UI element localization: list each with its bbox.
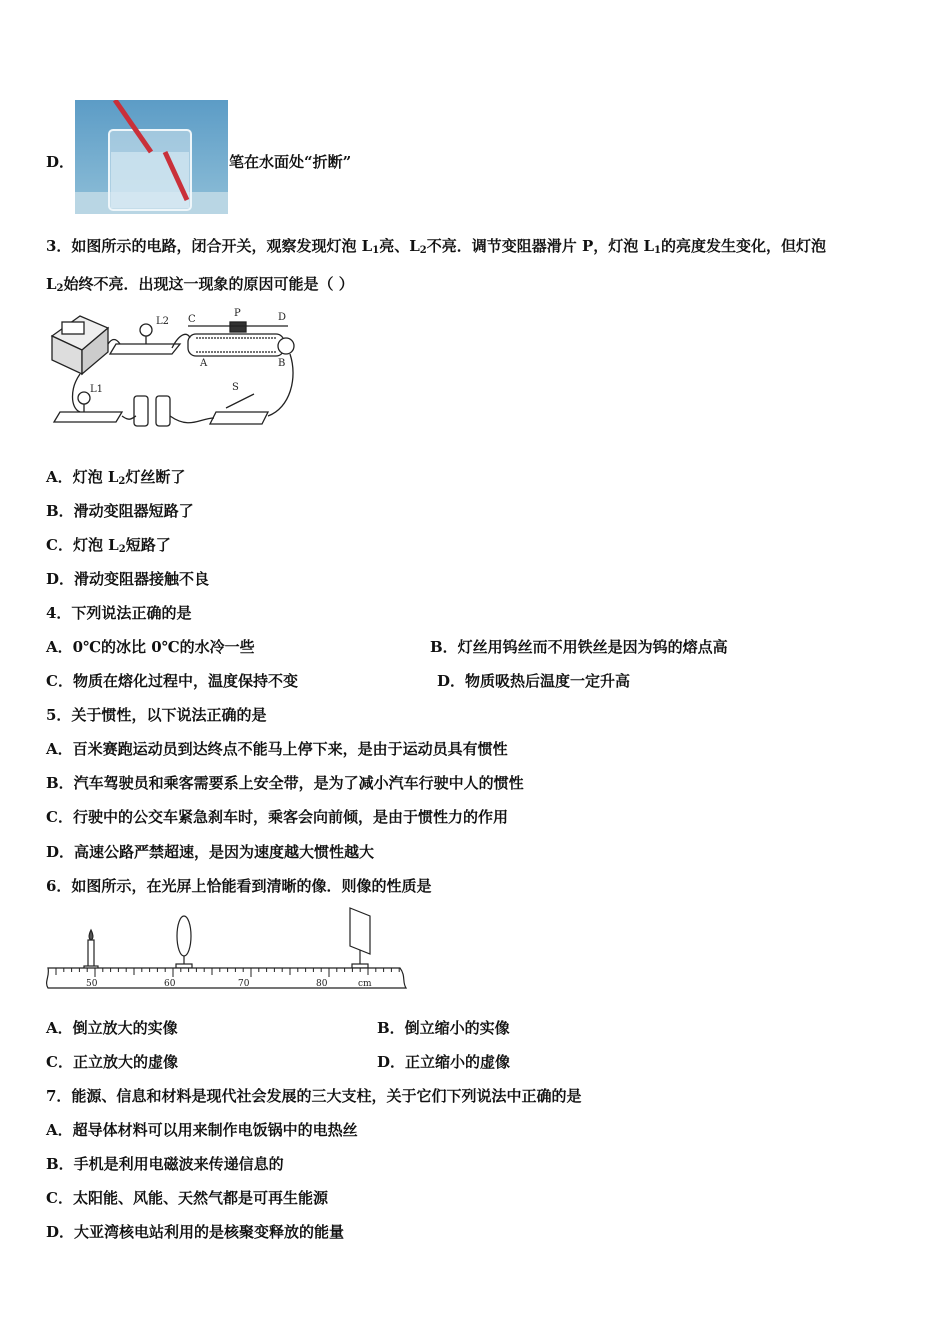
pencil-in-water-photo xyxy=(75,100,228,214)
q3-option-b: B．滑动变阻器短路了 xyxy=(46,502,194,520)
svg-text:L1: L1 xyxy=(90,384,104,395)
q6-stem: 6．如图所示，在光屏上恰能看到清晰的像．则像的性质是 xyxy=(46,877,432,895)
q6-option-a: A．倒立放大的实像 xyxy=(46,1019,178,1037)
rheostat-icon xyxy=(188,308,294,369)
svg-text:C: C xyxy=(188,314,196,325)
candle-icon xyxy=(84,930,98,970)
q3-option-d: D．滑动变阻器接触不良 xyxy=(46,570,210,588)
q7-option-a: A．超导体材料可以用来制作电饭锅中的电热丝 xyxy=(46,1121,358,1139)
ruler-icon xyxy=(47,968,406,989)
q7-option-d: D．大亚湾核电站利用的是核聚变释放的能量 xyxy=(46,1223,345,1241)
q6-option-b: B．倒立缩小的实像 xyxy=(377,1019,510,1037)
q2-option-d-label: D． xyxy=(46,153,75,171)
svg-text:60: 60 xyxy=(164,979,176,989)
svg-text:P: P xyxy=(234,308,241,319)
q4-option-b: B．灯丝用钨丝而不用铁丝是因为钨的熔点高 xyxy=(430,638,728,656)
q4-option-a: A．0℃的冰比 0℃的水冷一些 xyxy=(46,638,255,656)
q5-option-a: A．百米赛跑运动员到达终点不能马上停下来，是由于运动员具有惯性 xyxy=(46,740,508,758)
q6-option-c: C．正立放大的虚像 xyxy=(46,1053,178,1071)
q5-option-b: B．汽车驾驶员和乘客需要系上安全带，是为了减小汽车行驶中人的惯性 xyxy=(46,774,524,792)
bulb-l2-icon xyxy=(110,316,180,354)
svg-text:cm: cm xyxy=(358,979,372,989)
q5-stem: 5．关于惯性，以下说法正确的是 xyxy=(46,706,267,724)
meter-icon xyxy=(52,316,108,374)
svg-text:L2: L2 xyxy=(156,316,170,327)
svg-text:50: 50 xyxy=(86,979,98,989)
q5-option-c: C．行驶中的公交车紧急刹车时，乘客会向前倾，是由于惯性力的作用 xyxy=(46,808,508,826)
svg-text:S: S xyxy=(232,382,239,393)
q6-optical-bench-diagram xyxy=(44,906,410,1000)
q3-option-a: A．灯泡 $L_2$灯丝断了 xyxy=(46,468,186,487)
q3-circuit-diagram xyxy=(40,308,302,434)
q6-option-d: D．正立缩小的虚像 xyxy=(377,1053,511,1071)
q4-option-c: C．物质在熔化过程中，温度保持不变 xyxy=(46,672,298,690)
lens-icon xyxy=(176,916,192,968)
q7-option-b: B．手机是利用电磁波来传递信息的 xyxy=(46,1155,284,1173)
screen-icon xyxy=(350,908,370,968)
q7-option-c: C．太阳能、风能、天然气都是可再生能源 xyxy=(46,1189,328,1207)
bulb-l1-icon xyxy=(54,384,122,422)
q5-option-d: D．高速公路严禁超速，是因为速度越大惯性越大 xyxy=(46,843,375,861)
svg-text:A: A xyxy=(200,358,208,369)
q4-option-d: D．物质吸热后温度一定升高 xyxy=(437,672,631,690)
q4-stem: 4．下列说法正确的是 xyxy=(46,604,192,622)
switch-icon xyxy=(210,382,268,424)
svg-text:B: B xyxy=(278,358,286,369)
svg-text:70: 70 xyxy=(238,979,250,989)
svg-text:D: D xyxy=(278,312,287,323)
svg-text:80: 80 xyxy=(316,979,328,989)
q3-option-c: C．灯泡 $L_2$短路了 xyxy=(46,536,171,555)
q7-stem: 7．能源、信息和材料是现代社会发展的三大支柱，关于它们下列说法中正确的是 xyxy=(46,1087,582,1105)
q2-option-d-text: 笔在水面处“折断” xyxy=(229,153,352,171)
q3-stem-line2: $L_2$始终不亮．出现这一现象的原因可能是（ ） xyxy=(46,275,354,294)
q3-stem-line1: 3．如图所示的电路，闭合开关，观察发现灯泡 $L_1$亮、$L_2$不亮．调节变阻器滑片 P，灯泡 $L_1$的亮度发生变化，但灯泡 xyxy=(46,237,826,256)
battery-icon xyxy=(134,396,170,426)
